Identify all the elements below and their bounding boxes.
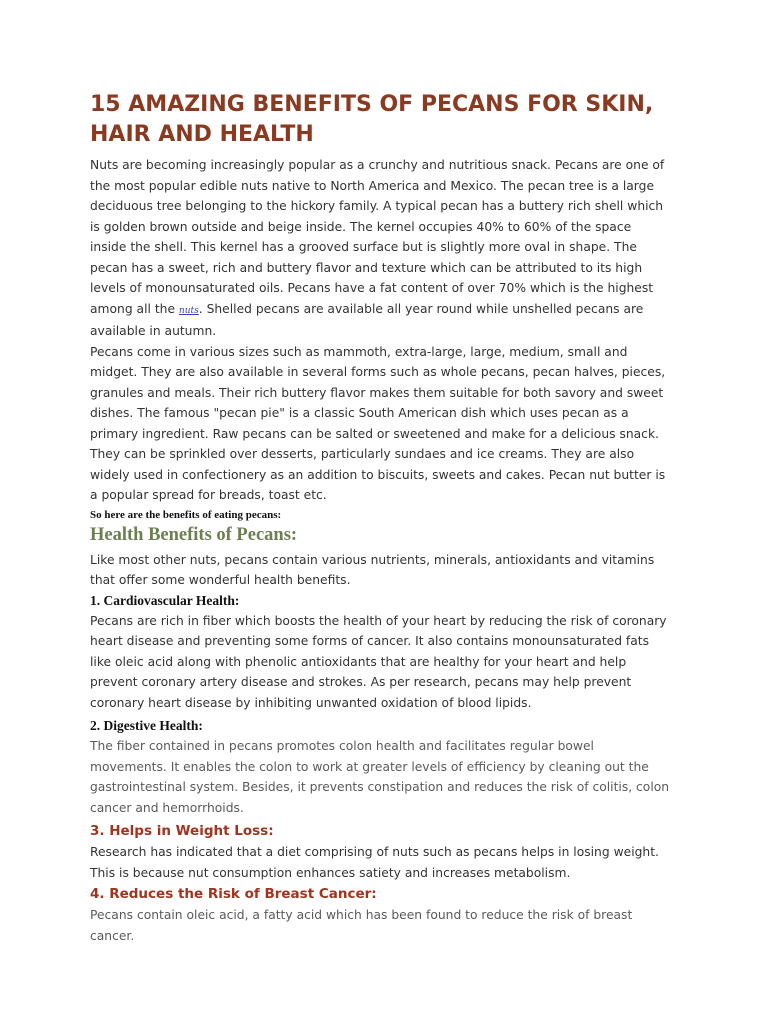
breast-cancer-paragraph: Pecans contain oleic acid, a fatty acid which has been found to reduce the risk of breast cancer. [90, 908, 633, 943]
breast-cancer-heading: 4. Reduces the Risk of Breast Cancer: [90, 886, 377, 902]
weight-loss-heading: 3. Helps in Weight Loss: [90, 823, 274, 839]
intro-text: Nuts are becoming increasingly popular as a crunchy and nutritious snack. Pecans are one of the most popular edible nuts native to North America and Mexico. The pecan tree is a large deciduous tree belonging to the hickory family. A typical pecan has a buttery rich shell which is golden brown outside and beige inside. The kernel occupies 40% to 60% of the space inside the shell. This kernel has a grooved surface but is slightly more oval in shape. The pecan has a sweet, rich and buttery flavor and texture which can be attributed to its high levels of monounsaturated oils. Pecans have a fat content of over 70% which is the highest among all the [90, 158, 665, 316]
health-benefits-heading: Health Benefits of Pecans: [90, 524, 298, 545]
intro-paragraph-1 [90, 155, 670, 342]
cardiovascular-heading: 1. Cardiovascular Health: [90, 592, 240, 608]
health-intro-paragraph: Like most other nuts, pecans contain various nutrients, minerals, antioxidants and vitamins that offer some wonderful health benefits. [90, 552, 655, 587]
article [90, 90, 670, 946]
benefits-intro: So here are the benefits of eating pecans: [90, 508, 282, 521]
weight-loss-paragraph: Research has indicated that a diet comprising of nuts such as pecans helps in losing weight. This is because nut consumption enhances satiety and increases metabolism. [90, 845, 659, 880]
digestive-paragraph: The fiber contained in pecans promotes colon health and facilitates regular bowel movements. It enables the colon to work at greater levels of efficiency by cleaning out the gastrointestinal system. Besides, it prevents constipation and reduces the risk of colitis, colon cancer and hemorrhoids. [90, 739, 670, 815]
digestive-heading: 2. Digestive Health: [90, 718, 203, 733]
cardiovascular-paragraph: Pecans are rich in fiber which boosts the health of your heart by reducing the risk of coronary heart disease and preventing some forms of cancer. It also contains monounsaturated fats like oleic acid along with phenolic antioxidants that are healthy for your heart and help prevent coronary artery disease and strokes. As per research, pecans may help prevent coronary heart disease by inhibiting unwanted oxidation of blood lipids. [90, 613, 667, 710]
intro-text-continued: . Shelled pecans are available all year round while unshelled pecans are available in autumn. [90, 301, 644, 338]
intro-paragraph-2: Pecans come in various sizes such as mammoth, extra-large, large, medium, small and midget. They are also available in several forms such as whole pecans, pecan halves, pieces, granules and meals. Their rich buttery flavor makes them suitable for both savory and sweet dishes. The famous "pecan pie" is a classic South American dish which uses pecan as a primary ingredient. Raw pecans can be salted or sweetened and make for a delicious snack. They can be sprinkled over desserts, particularly sundaes and ice creams. They are also widely used in confectionery as an addition to biscuits, sweets and cakes. Pecan nut butter is a popular spread for breads, toast etc. [90, 344, 666, 502]
nuts-link[interactable]: nuts [178, 305, 199, 316]
page-title: 15 AMAZING BENEFITS OF PECANS FOR SKIN, HAIR AND HEALTH [90, 92, 654, 147]
